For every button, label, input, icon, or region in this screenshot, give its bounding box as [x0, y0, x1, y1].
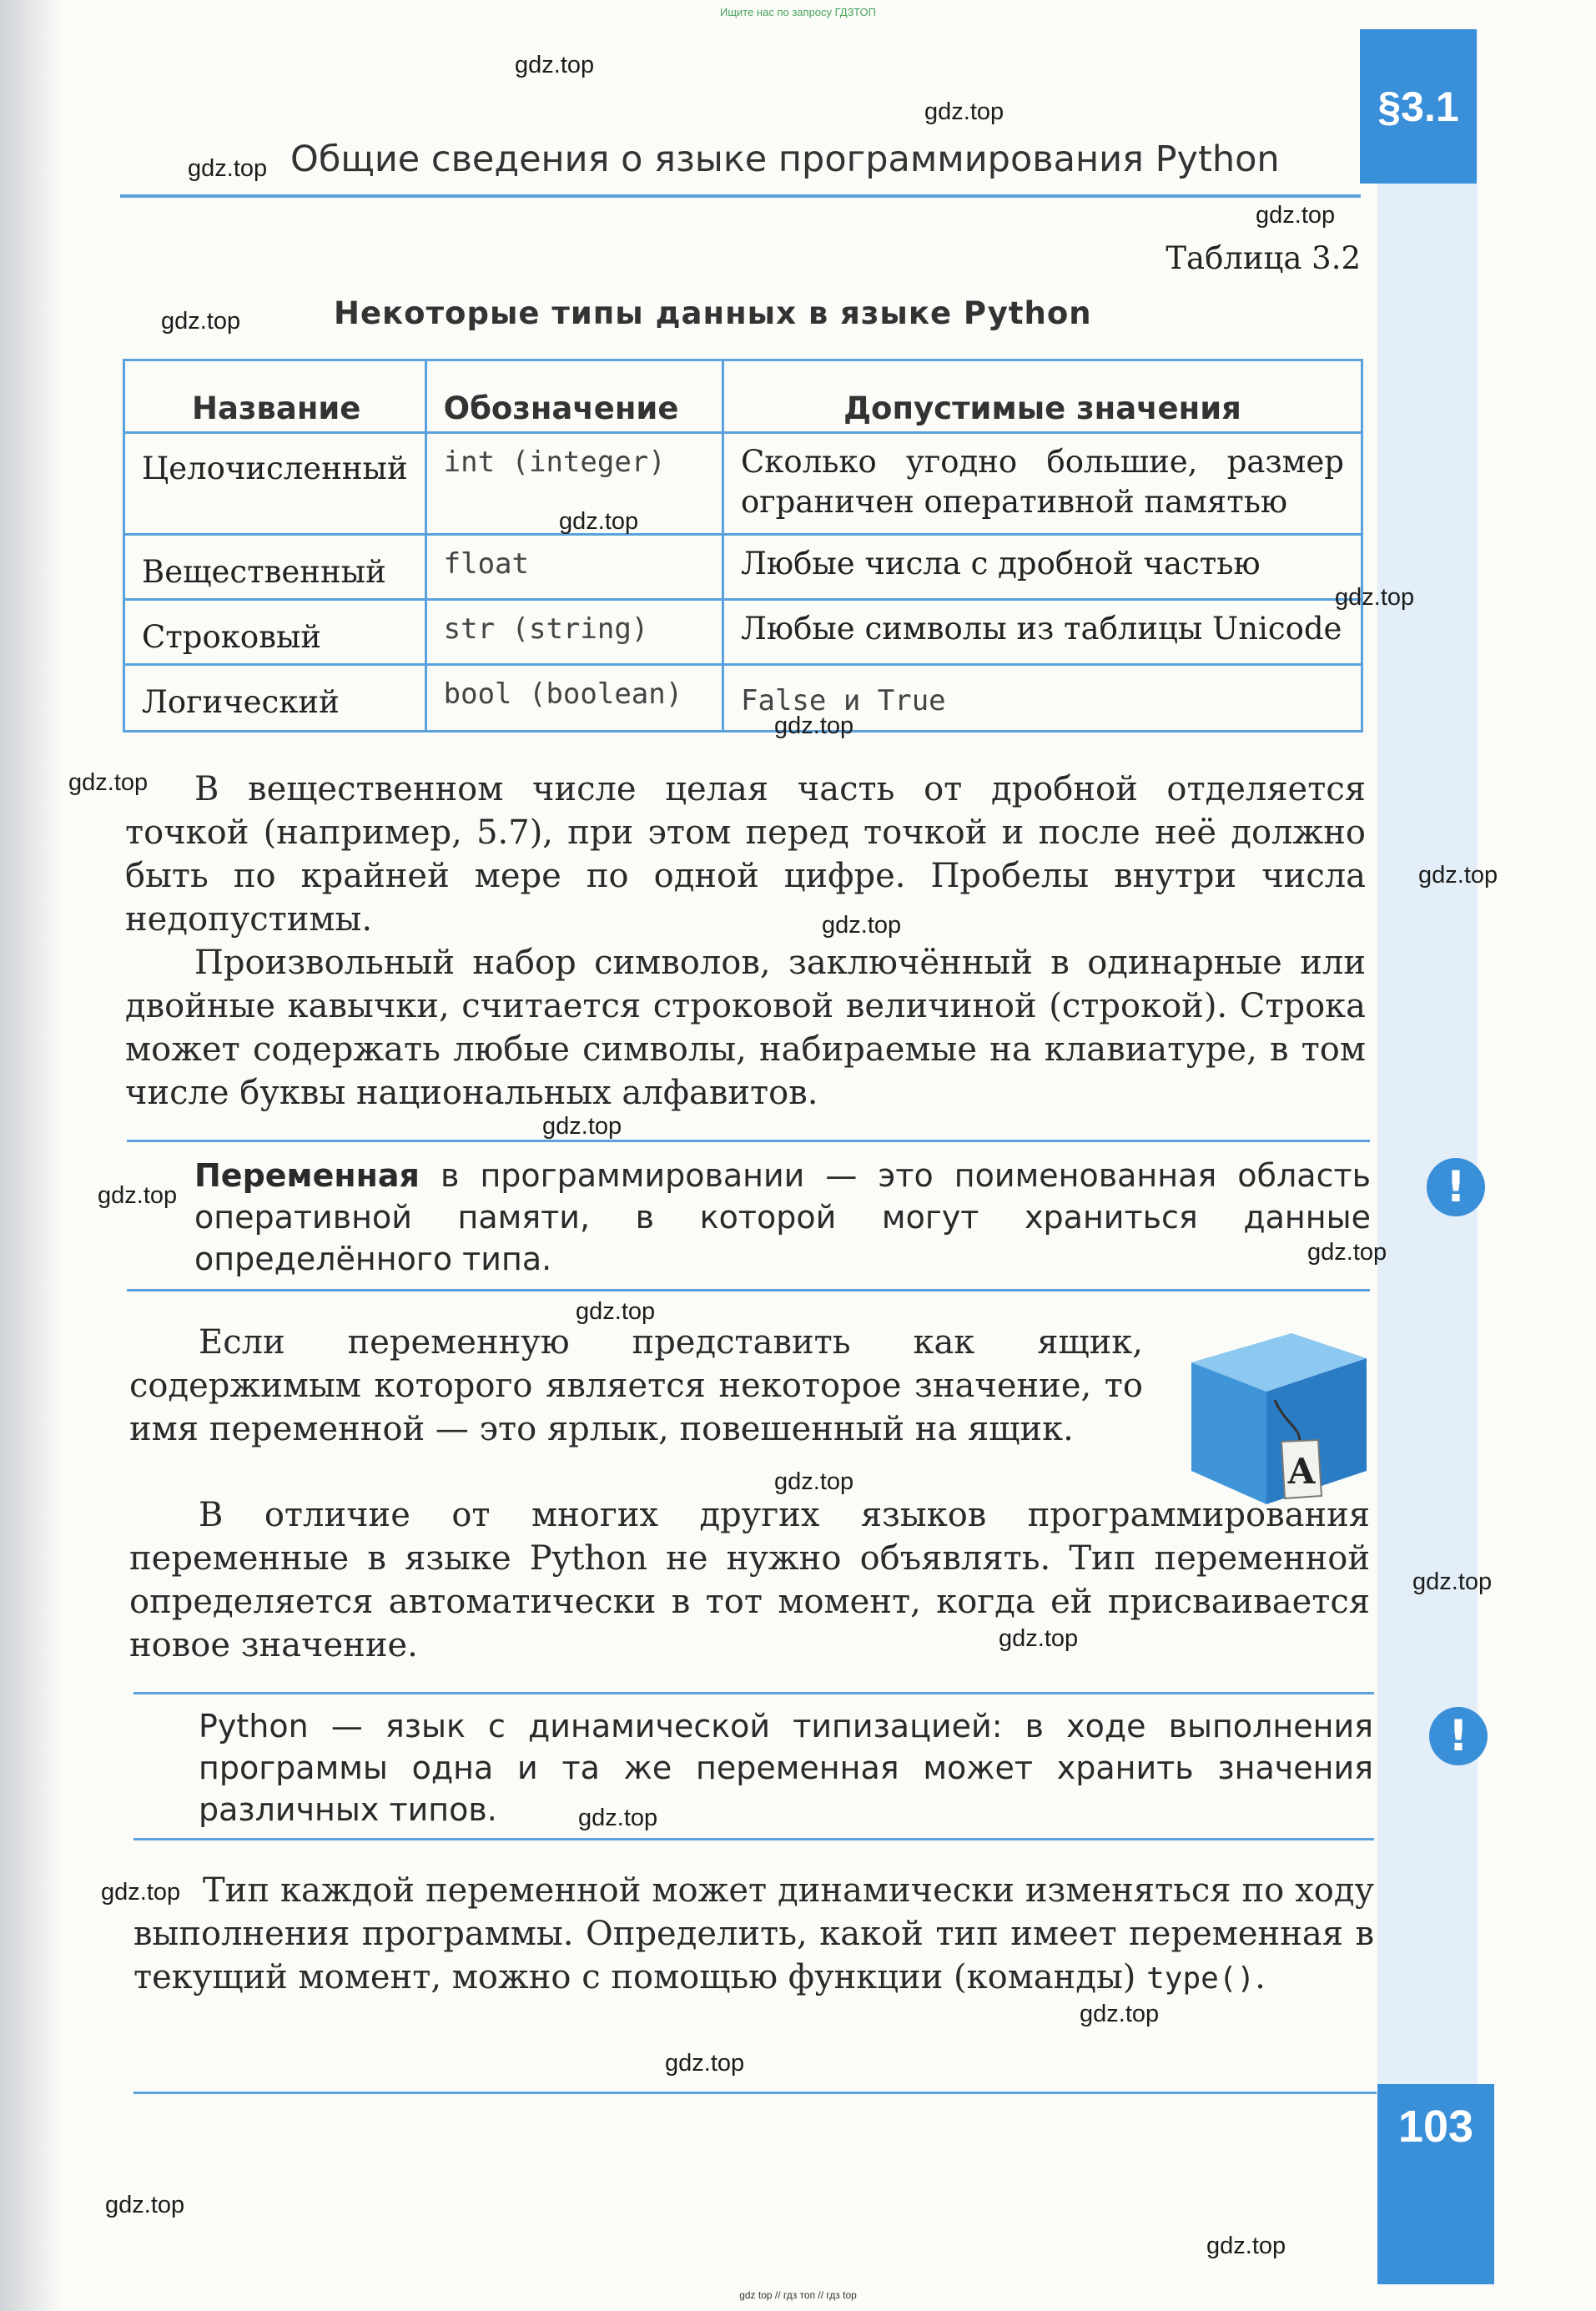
margin-strip	[1377, 29, 1478, 2282]
page-header-title: Общие сведения о языке программирования Python	[290, 138, 1280, 180]
type-name: Логический	[124, 665, 426, 732]
type-values: False и True	[723, 665, 1362, 732]
watermark: gdz.top	[1256, 202, 1336, 229]
watermark: gdz.top	[1080, 2001, 1160, 2027]
bottom-note: gdz top // гдз топ // гдз top	[739, 2289, 857, 2301]
data-types-table	[123, 359, 1363, 733]
box-label-icon	[1175, 1317, 1375, 1517]
watermark: gdz.top	[576, 1298, 656, 1325]
watermark: gdz.top	[822, 912, 902, 939]
watermark: gdz.top	[68, 769, 149, 796]
watermark: gdz.top	[1412, 1568, 1493, 1595]
definition-rule-top	[127, 1140, 1370, 1142]
table-row	[124, 600, 1362, 665]
page-number: 103	[1397, 2102, 1474, 2152]
column-header: Название	[124, 360, 426, 433]
watermark: gdz.top	[924, 98, 1004, 125]
top-note: Ищите нас по запросу ГДЗТОП	[719, 6, 876, 18]
book-spine-shadow	[0, 0, 63, 2311]
definition-term: Переменная	[194, 1157, 420, 1194]
definition-rule-bottom	[127, 1289, 1370, 1291]
type-values: Любые символы из таблицы Unicode	[723, 600, 1362, 665]
paragraph-strings: Произвольный набор символов, заключённый в одинарные или двойные кавычки, считается строковой величиной (строкой). Строка может содержать любые символы, набираемые на клавиатуре, в том числе буквы национальных алфавитов.	[125, 944, 1366, 1112]
table-caption: Некоторые типы данных в языке Python	[334, 295, 1092, 331]
watermark: gdz.top	[665, 2050, 745, 2077]
table-row	[124, 433, 1362, 535]
section-tab: §3.1	[1360, 29, 1477, 184]
dynamic-typing-definition: Python — язык с динамической типизацией: в ходе выполнения программы одна и та же переменная может хранить значения различных типов.	[199, 1708, 1373, 1828]
type-notation: str (string)	[425, 600, 722, 665]
type-values: Сколько угодно большие, размер ограничен оперативной памятью	[723, 433, 1362, 535]
watermark: gdz.top	[774, 712, 854, 739]
watermark: gdz.top	[1307, 1239, 1387, 1266]
type-name: Строковый	[124, 600, 426, 665]
type-values: Любые числа с дробной частью	[723, 535, 1362, 600]
definition2-rule-top	[133, 1692, 1374, 1694]
watermark: gdz.top	[101, 1879, 181, 1906]
paragraph-real-numbers: В вещественном числе целая часть от дробной отделяется точкой (например, 5.7), при этом перед точкой и после неё должно быть по крайней мере по одной цифре. Пробелы внутри числа недопустимы.	[125, 770, 1366, 939]
watermark: gdz.top	[542, 1113, 622, 1140]
definition2-rule-bottom	[133, 1838, 1374, 1840]
table-label: Таблица 3.2	[1166, 240, 1361, 276]
watermark: gdz.top	[105, 2192, 185, 2218]
type-name: Вещественный	[124, 535, 426, 600]
footer-rule	[133, 2092, 1377, 2094]
column-header: Допустимые значения	[723, 360, 1362, 433]
table-row	[124, 535, 1362, 600]
type-notation: int (integer)	[425, 433, 722, 535]
header-rule	[120, 194, 1361, 198]
table-row	[124, 665, 1362, 732]
column-header: Обозначение	[425, 360, 722, 433]
watermark: gdz.top	[1418, 862, 1498, 889]
watermark: gdz.top	[161, 308, 241, 335]
watermark: gdz.top	[1206, 2233, 1286, 2259]
type-name: Целочисленный	[124, 433, 426, 535]
code-type-function: type()	[1146, 1961, 1256, 1996]
type-notation: float	[425, 535, 722, 600]
paragraph-no-declaration: В отличие от многих других языков программирования переменные в языке Python не нужно объявлять. Тип переменной определяется автоматически в тот момент, когда ей присваивается новое значение.	[129, 1496, 1370, 1664]
variable-definition: Переменная в программировании — это поименованная область оперативной памяти, в которой могут храниться данные определённого типа.	[194, 1157, 1371, 1277]
watermark: gdz.top	[515, 52, 595, 78]
exclamation-icon: !	[1429, 1707, 1488, 1765]
type-notation: bool (boolean)	[425, 665, 722, 732]
exclamation-icon: !	[1427, 1158, 1485, 1216]
watermark: gdz.top	[774, 1468, 854, 1495]
watermark: gdz.top	[98, 1182, 178, 1209]
paragraph-type-function: Тип каждой переменной может динамически изменяться по ходу выполнения программы. Определить, какой тип имеет переменная в текущий момент, можно с помощью функции (команды) type().	[133, 1871, 1374, 1996]
box-label-letter: A	[1287, 1451, 1316, 1492]
watermark: gdz.top	[999, 1625, 1079, 1652]
watermark: gdz.top	[188, 155, 268, 182]
watermark: gdz.top	[578, 1805, 658, 1831]
paragraph-box-analogy: Если переменную представить как ящик, содержимым которого является некоторое значение, то имя переменной — это ярлык, повешенный на ящик.	[129, 1323, 1143, 1448]
watermark: gdz.top	[559, 508, 639, 535]
watermark: gdz.top	[1335, 584, 1415, 611]
page-number-tab	[1377, 2084, 1494, 2284]
